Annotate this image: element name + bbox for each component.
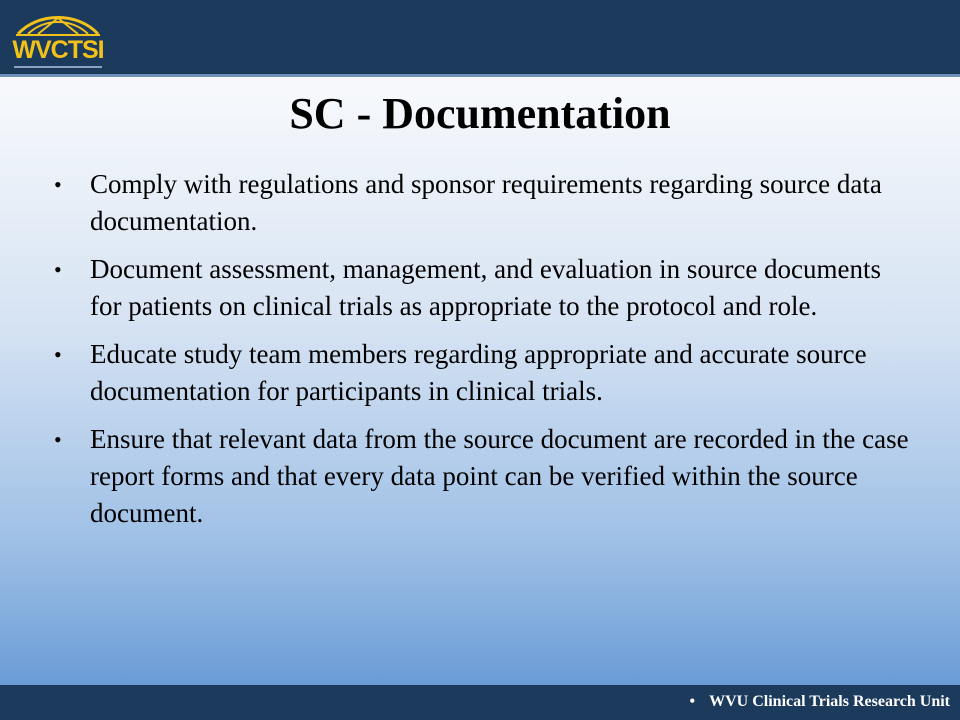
header-divider [0, 74, 960, 77]
header-bar [0, 0, 960, 74]
footer-bullet-icon: • [689, 693, 696, 710]
bullet-list [54, 166, 914, 543]
bullet-icon: • [54, 257, 62, 282]
list-item [54, 251, 914, 325]
bullet-text: Document assessment, management, and evaluation in source documents for patients on clinical trials as appropriate to the protocol and role. [90, 254, 882, 321]
bullet-text: Ensure that relevant data from the source document are recorded in the case report forms and that every data point can be verified within the source document. [90, 424, 909, 528]
list-item [54, 166, 914, 240]
bullet-text: Educate study team members regarding appropriate and accurate source documentation for participants in clinical trials. [90, 339, 867, 406]
footer-label: WVU Clinical Trials Research Unit [709, 693, 950, 710]
logo-tagline [14, 66, 102, 68]
list-item [54, 336, 914, 410]
wvctsi-logo [12, 8, 104, 70]
bullet-text: Comply with regulations and sponsor requirements regarding source data documentation. [90, 169, 882, 236]
bullet-icon: • [54, 427, 62, 452]
bullet-icon: • [54, 342, 62, 367]
logo-text: WVCTSI [12, 36, 104, 64]
list-item [54, 421, 914, 532]
logo-sunrise-icon [12, 8, 104, 38]
footer-bar [0, 685, 960, 720]
slide-title: SC - Documentation [289, 89, 671, 138]
footer-text [690, 693, 951, 711]
bullet-icon: • [54, 172, 62, 197]
